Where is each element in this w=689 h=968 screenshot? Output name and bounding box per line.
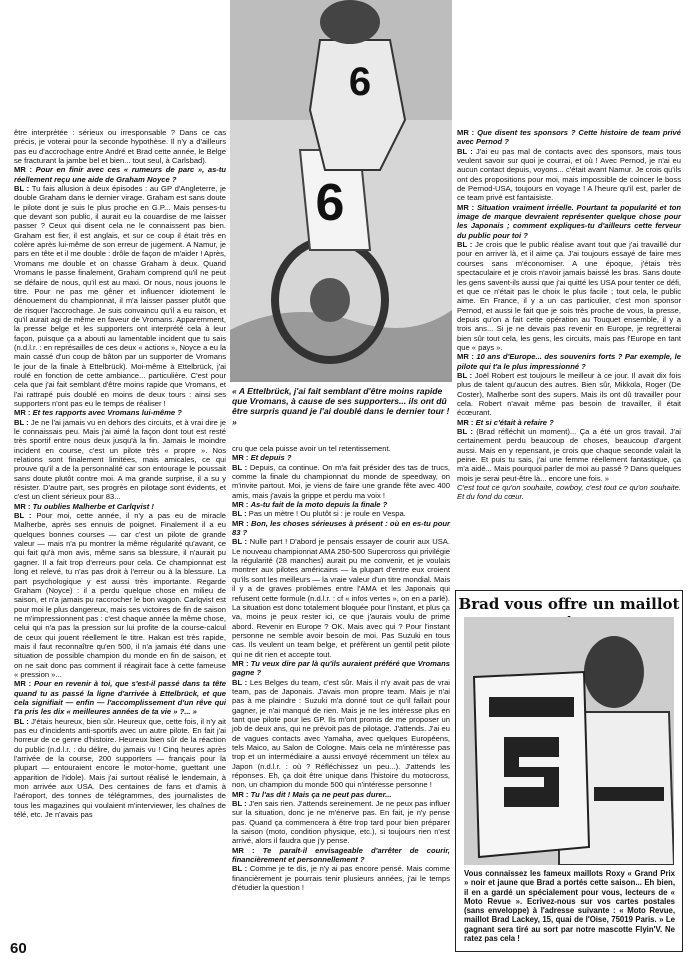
paragraph: BL : Les Belges du team, c'est sûr. Mais il n'y avait pas de vrai team, pas de Japonais. J'avais mon propre team. Mais je n'ai pas à me plaindre : Suzuki m'a donné tout ce qu'il fallait pour gagner, je n'ai manqué de rien. Mais je ne les intéresse plus en tant que pilote pour les GP. Ils m'ont promis de me proposer un job de deux ans, qui ne prévoit pas de pilotage. J'attends. J'ai eu de vagues contacts avec Yamaha, avec quelques Européens, tels Maico, au Salon de Cologne. Mais cela ne m'intéresse pas trop et un intermédiaire a aussi envoyé récemment un télex au Japon (n.d.l.r. : où ? Réfléchissez un peu...). J'attends les réponses. Eh, ça doit être unique dans l'histoire du motocross, non, un champion du monde 500 qui n'intéresse personne ! [232, 677, 450, 790]
paragraph: C'est tout ce qu'on souhaite, cowboy, c'est tout ce qu'on souhaite. Et du fond du cœur. [457, 483, 681, 502]
paragraph: MR : Pour en revenir à toi, que s'est-il passé dans ta tête quand tu as passé la ligne d'arrivée à Ettelbrück, et que cela signifiait — enfin — l'accomplissement d'un rêve qui t'a pris les dix « meilleures années de ta vie » ?... » [14, 679, 226, 717]
contest-title: Brad vous offre un maillot [458, 595, 680, 613]
photo-caption: « A Ettelbrück, j'ai fait semblant d'être moins rapide que Vromans, à cause de ses supporters... ils ont dû être surpris quand je l'ai doublé dans le dernier tour ! » [232, 386, 450, 427]
paragraph: être interprétée : sérieux ou irresponsable ? Dans ce cas précis, je voterai pour la seconde hypothèse. Il n'y a d'ailleurs pas eu d'accrochage entre André et Brad cette année, le Belge se fracturant la jambe bel et bien... tout seul, à Carlsbad). [14, 128, 226, 166]
middle-column [232, 444, 450, 939]
paragraph: MR : Tu veux dire par là qu'ils auraient préféré que Vromans gagne ? [232, 658, 450, 678]
paragraph: MR : 10 ans d'Europe... des souvenirs forts ? Par exemple, le pilote qui t'a le plus impressionné ? [457, 352, 681, 371]
paragraph: MR : Et depuis ? [232, 453, 292, 463]
paragraph: MR : Que disent tes sponsors ? Cette histoire de team privé avec Pernod ? [457, 128, 681, 147]
paragraph: BL : Je crois que le public réalise avant tout que j'ai travaillé dur pour en arriver là, et il aime ça. J'ai toujours essayé de faire mes courses sans m'économiser. A une époque, j'étais très spectaculaire et je crois n'avoir jamais baissé les bras. Sans doute les gens savent-ils aussi que j'ai quitté les USA pour tenter ce défi, et que ce n'était pas le choix le plus facile ; tout cela, le public aime. En France, il y a un cas particulier, c'est mon sponsor Pernod, et aussi le fait que je sois très proche de vous, la presse, depuis qu'on a fait cette opération au Touquet ensemble, il y a trois ans... Si je ne devais pas revenir en Europe, je regretterai bien sûr tout cela, les gens, les circuits, mais pas l'Europe en tant que « pays ». [457, 240, 681, 352]
paragraph: BL : Depuis, ca continue. On m'a fait présider des tas de trucs, comme la finale du championnat du monde de speedway, on m'invite partout. Moi, je viens de faire une grande fête avec 400 amis, mais j'avais la grippe et perdu ma voix ! [232, 462, 450, 500]
paragraph: BL : J'étais heureux, bien sûr. Heureux que, cette fois, il n'y ait pas eu d'incidents anti-sportifs avec un autre pilote. En fait j'ai horreur de ce genre d'histoire. Heureux bien sûr de la réaction du public (n.d.l.r. : du délire, du jamais vu ! Cinq heures après l'arrivée de la course, 200 supporters — français pour la plupart — entouraient encore le motor-home, guettant une apparition de l'idole). Mais j'ai surtout réalisé le lendemain, à mon arrivée aux USA. Des centaines de fans et d'amis à l'aéroport, des tonnes de télégrammes, des journalistes de tous les magazines qui voulaient m'interviewer, les chaînes de télé, etc. Je n'avais pas [14, 716, 226, 820]
right-column [457, 128, 681, 583]
paragraph: BL : Pour moi, cette année, il n'y a pas eu de miracle Malherbe, après ses ennuis de poignet. Finalement il a eu quelques bonnes courses — car c'est un pilote de grande valeur — mais n'a pu montrer la même régularité qu'avant, ce qui fait qu'à mon avis, même sans sa blessure, il n'aurait pu gagner. Il a fait trop d'erreurs pour cela. Ce championnat est long et relevé, tu n'as pas droit à l'erreur ou à la blessure. La part psychologique y est aussi très importante. Regarde Graham (Noyce) : il a perdu quelque chose en milieu de saison, et n'a jamais pu raccrocher le bon wagon. Carlqvist est pour moi le plus dangereux, mais ses victoires de fin de saison ne m'impressionnent pas : c'est chaque année la même chose, celui qui n'a pas la pression sur lui profite de la course-calcul de ceux qui jouent réellement le titre. Hakan est très rapide, mais il faut reconnaître qu'en 500, il n'a jamais été dans une situation de possible champion du monde en fin de saison, et on ne sait donc pas comment il réagirait face à cette fameuse « pression »... [14, 511, 227, 679]
page-number: 60 [10, 940, 27, 957]
paragraph: BL : Pas un mètre ! Ou plutôt si : je roule en Vespa. [232, 509, 406, 519]
svg-text:6: 6 [315, 174, 345, 232]
paragraph: BL : (Brad réfléchit un moment)... Ça a été un gros travail. J'ai certainement perdu beaucoup de choses, beaucoup d'argent aussi. Mais en y repensant, je crois que chaque seconde valait la peine. Et puis tu sais, j'ai une femme réellement fantastique, ça m'a aidé... Mais pourquoi parler de moi au passé ? Dans quelques mois je serai peut-être là... encore une fois. » [457, 427, 681, 483]
contest-box [455, 590, 683, 952]
paragraph: MR : Bon, les choses sérieuses à présent : où en es-tu pour 83 ? [232, 518, 450, 538]
rider-photo [230, 0, 452, 382]
paragraph: MR : Situation vraiment irréelle. Pourtant ta popularité et ton image de marque devraient représenter quelque chose pour les Japonais ; comment expliques-tu d'ailleurs cette ferveur du public pour toi ? [457, 202, 681, 240]
paragraph: BL : Nulle part ! D'abord je pensais essayer de courir aux USA. Le nouveau championnat AMA 250-500 Supercross qui privilégie la régularité (28 manches) aurait pu me convenir, et je voulais montrer aux pilotes américains — la plupart d'entre eux croient qu'ils sont les meilleurs — la vraie valeur d'un titre mondial. Mais il y a de graves problèmes entre l'AMA et les Japonais qui refusent cette formule (n.d.l.r. : cf « infos vertes », on en a parlé). La situation est donc totalement bloquée pour l'instant, et plus ça va, moins je peux rester ici, ce que j'aurais voulu de prime abord. Revenir en Europe ? OK. Mais avec qui ? Pour l'instant personne ne semble avoir besoin de moi. Pas Suzuki en tous cas. Ils veulent un team belge, et préfèrent un gentil petit pilote qui ne dit rien et accepte tout. [232, 537, 451, 659]
rider-photo-image [230, 0, 452, 382]
paragraph: MR : Et tes rapports avec Vromans lui-même ? [14, 408, 182, 418]
paragraph: MR : Et si c'était à refaire ? [457, 417, 554, 427]
jersey-photo-image [464, 617, 674, 865]
svg-text:6: 6 [348, 60, 372, 104]
paragraph: BL : Je ne l'ai jamais vu en dehors des circuits, et à vrai dire je le connaissais peu. Mais j'ai aimé la façon dont tout est resté très sportif entre nous deux jusqu'à la fin. Jamais le moindre incident en course, c'est un pilote très « propre ». Nos relations sont finalement limitées, mais amicales, ce qui prouve qu'il a de la personnalité car son entourage le poussait sans doute plutôt contre moi. A ma grande surprise, il a su y résister. D'autre part, ses progrès en pilotage sont évidents, et c'est un client sérieux pour 83... [14, 417, 226, 502]
paragraph: BL : Tu fais allusion à deux épisodes : au GP d'Angleterre, je double Graham dans le dernier virage. Graham est sans doute le pilote dont je suis le plus proche en G.P... Mais penses-tu que devant son public, il aurait eu la couardise de me laisser passer ? Ceux qui disent cela ne le connaissent pas bien. Graham est fier, il est anglais, et sur ce coup il était très en colère après lui-même de son erreur de jugement. A Namur, je pars en tête et il me double : drôle de façon de m'aider ! Après, Vromans me double et on chasse Graham à deux. Quand Vromans le passe finalement, Graham comprend qu'il ne peut se défaire de nous, qu'il est au maxi. Or nous, nous jouons le titre. Pour ne pas me gêner et influencer idiotement le dénouement du championnat, il m'a laisser passer plutôt que de risquer l'accrochage. Je suis convaincu qu'il a eu raison, et qu'il aurait agi de même en faveur de Vromans. Apparemment, la presse belge et les supporters ont interprété cela à leur façon, puisque ça a abouti au lamentable incident que tu sais (n.d.l.r. : en représailles de ces deux « actions », Noyce a eu la main cassé d'un coup de bâton par un supporter de Vromans le jour de la finale à Ettelbrück). Moi-même à Ettelbrück, j'ai roulé en fonction de cette ambiance... particulière. C'est pour cela que j'ai fait semblant d'être moins rapide que Vromans, et l'ai rattrapé puis doublé en moins de deux tours : ainsi ses supporters n'ont pas eu le temps de réaliser ! [14, 184, 226, 408]
paragraph: BL : J'en sais rien. J'attends sereinement. Je ne peux pas influer sur la situation, donc je ne m'énerve pas. En fait, je n'y pense pas. Quand ça commencera à être trop tard pour bien préparer la saison (moto, condition physique, etc.), si toujours rien n'est arrivé, alors il faudra que j'y pense. [232, 799, 451, 846]
paragraph: BL : J'ai eu pas mal de contacts avec des sponsors, mais tous veulent savoir sur quoi je courrai, et où ! Avec Pernod, je n'ai eu aucun contact depuis, voyons... c'était avant Namur. Je crois qu'ils ont des propositions pour moi, mais impossible de coincer le boss de Pernod-USA, toujours en voyage ! A l'heure qu'il est, parler de ce team privé est fantaisiste. [457, 146, 682, 203]
paragraph: MR : Tu l'as dit ! Mais ça ne peut pas durer... [232, 789, 392, 799]
paragraph: MR : As-tu fait de la moto depuis la finale ? [232, 500, 388, 510]
jersey-photo [464, 617, 674, 865]
paragraph: MR : Tu oublies Malherbe et Carlqvist ! [14, 501, 154, 511]
paragraph: MR : Pour en finir avec ces « rumeurs de parc », as-tu réellement reçu une aide de Graham Noyce ? [14, 165, 226, 184]
paragraph: BL : Joël Robert est toujours le meilleur à ce jour. Il avait dix fois plus de talent qu'aucun des autres. Bien sûr, Mikkola, Roger (De Coster), Malherbe sont des supers. Mais ils ont dû travailler pour cela. Robert n'avait même pas besoin de travailler, il était écœurant. [457, 370, 681, 418]
paragraph: cru que cela puisse avoir un tel retentissement. [232, 444, 391, 453]
contest-text: Vous connaissez les fameux maillots Roxy « Grand Prix » noir et jaune que Brad a portés cette saison... Eh bien, il en a gardé un spécialement pour vous, lecteurs de « Moto Revue ». Ecrivez-nous sur vos cartes postales (sans enveloppe) à l'adresse suivante : « Moto Revue, maillot Brad Lackey, 15, quai de l'Oise, 75019 Paris. » Le gagnant sera tiré au sort par notre mascotte Flyin'V. Ne ratez pas cela ! [464, 869, 675, 944]
left-column [14, 128, 226, 938]
paragraph: MR : Te paraît-il envisageable d'arrêter de courir, financièrement et personnellement ? [232, 845, 450, 865]
paragraph: BL : Comme je te dis, je n'y ai pas encore pensé. Mais comme financièrement je pourrais tenir plusieurs années, j'ai le temps d'étudier la question ! [232, 864, 450, 893]
